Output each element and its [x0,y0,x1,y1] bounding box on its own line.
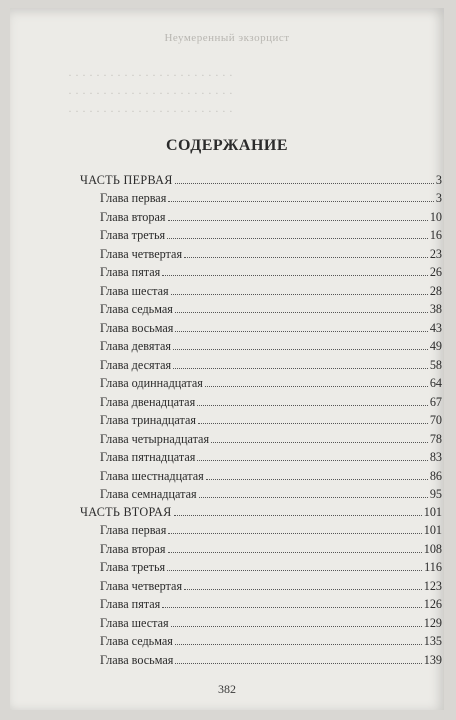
toc-chapter-row[interactable] [80,279,442,298]
page-ref: 78 [429,431,442,446]
leader-dots [175,312,428,313]
leader-dots [173,349,428,350]
leader-dots [168,220,428,221]
page-ref: 129 [423,615,442,630]
chapter-label: Глава двенадцатая [100,394,196,409]
bleed-through-text: · · · · · · · · · · · · · · · · · · · · · · · · [68,68,233,82]
toc-part-heading[interactable] [80,168,442,187]
leader-dots [197,460,427,461]
toc-chapter-row[interactable] [80,353,442,372]
running-head: Неумеренный экзорцист [164,32,290,44]
page-ref: 43 [429,320,442,335]
chapter-label: Глава тринадцатая [100,413,196,427]
page-ref: 23 [429,246,442,261]
toc-chapter-row[interactable] [80,483,442,502]
leader-dots [197,405,428,406]
page-ref: 116 [424,560,442,574]
chapter-label: Глава третья [100,560,166,574]
toc-chapter-row[interactable] [80,409,442,428]
toc-title: СОДЕРЖАНИЕ [165,137,289,154]
chapter-label: Глава пятнадцатая [100,450,196,464]
chapter-label: Глава четвертая [100,578,183,593]
chapter-label: Глава шестая [100,615,169,630]
leader-dots [167,238,428,239]
chapter-label: Глава десятая [100,357,172,372]
page-ref: 83 [429,450,442,464]
bleed-through-text: · · · · · · · · · · · · · · · · · · · · · · · · [68,104,233,118]
toc-chapter-row[interactable] [80,446,442,465]
bleed-through-text: · · · · · · · · · · · · · · · · · · · · · · · · [68,86,233,100]
chapter-label: Глава первая [100,523,167,537]
chapter-label: Глава первая [100,191,167,205]
toc-chapter-row[interactable] [80,556,442,575]
toc-chapter-row[interactable] [80,611,442,630]
toc-chapter-row[interactable] [80,316,442,335]
chapter-label: Глава шестнадцатая [100,468,204,483]
leader-dots [168,201,434,202]
page-ref: 3 [435,191,442,205]
page-ref: 95 [429,487,442,501]
toc-chapter-row[interactable] [80,648,442,667]
toc-chapter-row[interactable] [80,390,442,409]
page-ref: 135 [423,634,442,648]
toc-chapter-row[interactable] [80,519,442,538]
chapter-label: Глава восьмая [100,652,174,667]
toc-chapter-row[interactable] [80,427,442,446]
chapter-label: Глава седьмая [100,302,173,316]
leader-dots [175,183,434,184]
toc-part-heading[interactable] [80,500,442,519]
leader-dots [175,644,422,645]
leader-dots [205,386,428,387]
page-ref: 139 [423,652,442,667]
toc-chapter-row[interactable] [80,298,442,317]
chapter-label: Глава четвертая [100,246,183,261]
leader-dots [168,533,421,534]
leader-dots [167,570,422,571]
chapter-label: Глава третья [100,228,166,242]
toc-chapter-row[interactable] [80,372,442,391]
page-ref: 58 [429,357,442,372]
toc-chapter-row[interactable] [80,574,442,593]
leader-dots [199,497,428,498]
toc-part-1 [80,168,442,501]
leader-dots [175,331,427,332]
leader-dots [173,368,428,369]
page-ref: 101 [423,523,442,537]
toc-chapter-row[interactable] [80,261,442,280]
toc-chapter-row[interactable] [80,593,442,612]
page-ref: 49 [429,339,442,353]
page-ref: 3 [435,172,442,187]
toc-chapter-row[interactable] [80,630,442,649]
chapter-label: Глава восьмая [100,320,174,335]
page-ref: 70 [429,413,442,427]
leader-dots [162,607,421,608]
chapter-label: Глава пятая [100,265,161,279]
chapter-label: Глава вторая [100,209,166,224]
leader-dots [174,515,422,516]
page-ref: 38 [429,302,442,316]
part-label: ЧАСТЬ ВТОРАЯ [80,504,172,519]
chapter-label: Глава четырнадцатая [100,431,210,446]
toc-chapter-row[interactable] [80,205,442,224]
page-ref: 86 [429,468,442,483]
page-ref: 67 [429,394,442,409]
page-ref: 108 [423,541,442,556]
toc-chapter-row[interactable] [80,335,442,354]
chapter-label: Глава вторая [100,541,166,556]
part-label: ЧАСТЬ ПЕРВАЯ [80,172,173,187]
page-ref: 126 [423,597,442,611]
chapter-label: Глава шестая [100,283,169,298]
book-page [10,8,444,710]
leader-dots [184,257,428,258]
toc-chapter-row[interactable] [80,464,442,483]
page-ref: 64 [429,376,442,390]
chapter-label: Глава пятая [100,597,161,611]
toc-chapter-row[interactable] [80,242,442,261]
leader-dots [168,552,422,553]
chapter-label: Глава седьмая [100,634,173,648]
leader-dots [171,626,422,627]
leader-dots [184,589,422,590]
page-number: 382 [218,682,236,696]
page-ref: 10 [429,209,442,224]
toc-chapter-row[interactable] [80,187,442,206]
leader-dots [206,479,428,480]
leader-dots [171,294,428,295]
page-ref: 123 [423,578,442,593]
page-ref: 28 [429,283,442,298]
leader-dots [175,663,421,664]
leader-dots [162,275,428,276]
toc-chapter-row[interactable] [80,537,442,556]
chapter-label: Глава девятая [100,339,171,353]
leader-dots [198,423,428,424]
page-ref: 16 [429,228,442,242]
page-ref: 26 [429,265,442,279]
toc-part-2 [80,500,442,667]
page-ref: 101 [423,504,442,519]
toc-chapter-row[interactable] [80,224,442,243]
chapter-label: Глава одиннадцатая [100,376,203,390]
leader-dots [211,442,428,443]
chapter-label: Глава семнадцатая [100,487,197,501]
